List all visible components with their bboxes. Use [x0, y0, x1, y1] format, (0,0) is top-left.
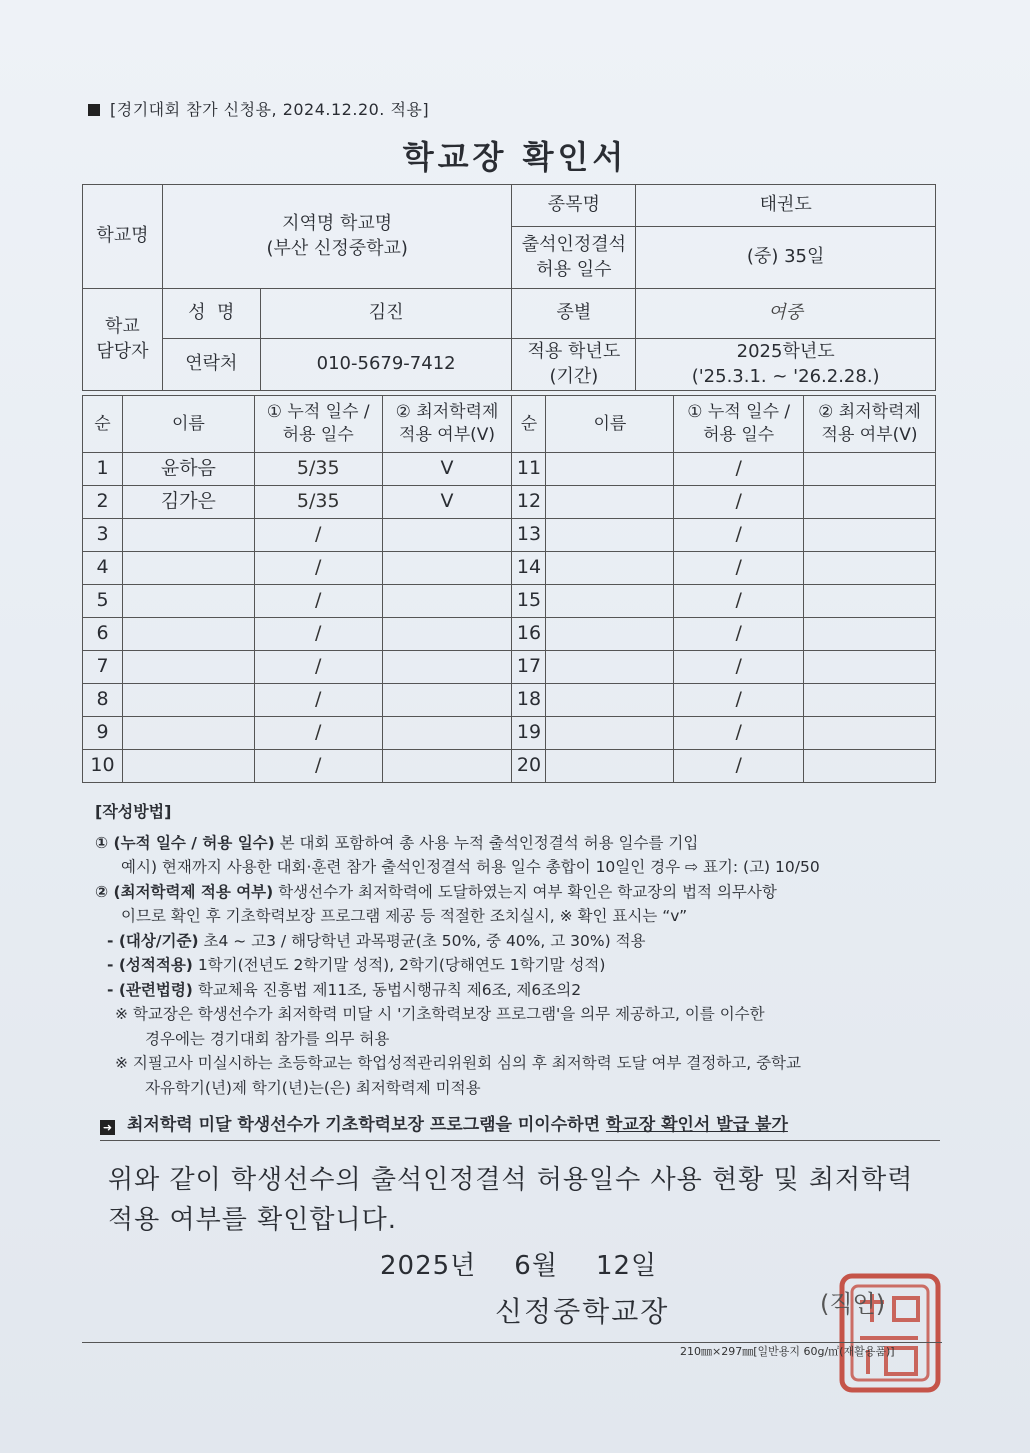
- contact-value: 010-5679-7412: [260, 339, 512, 391]
- cell-days: /: [254, 552, 382, 585]
- guide-heading: [작성방법]: [95, 802, 172, 821]
- cell-name: 김가은: [122, 486, 254, 519]
- writing-guide: [95, 800, 955, 1100]
- cell-check: [382, 750, 512, 783]
- allow-days-label: 출석인정결석 허용 일수: [512, 227, 636, 289]
- cell-days: /: [674, 453, 804, 486]
- warning-line: ➜ 최저학력 미달 학생선수가 기초학력보장 프로그램을 미이수하면 학교장 확인서 발급 불가: [100, 1110, 788, 1135]
- cell-no: 13: [512, 519, 546, 552]
- cell-days: /: [254, 684, 382, 717]
- cell-days: /: [674, 717, 804, 750]
- cell-name: [122, 651, 254, 684]
- guide-note-2-cont: 자유학기(년)제 학기(년)는(은) 최저학력제 미적용: [145, 1078, 481, 1097]
- cell-days: /: [254, 717, 382, 750]
- cell-check: [804, 519, 936, 552]
- table-row: [83, 552, 936, 585]
- cell-check: [804, 552, 936, 585]
- principal-title: 신정중학교장: [495, 1295, 670, 1328]
- cell-check: [382, 651, 512, 684]
- guide-note-2: ※ 지필고사 미실시하는 초등학교는 학업성적관리위원회 심의 후 최저학력 도달 여부 결정하고, 중학교: [115, 1054, 802, 1072]
- cell-days: /: [674, 486, 804, 519]
- guide-item-2-cont: 이므로 확인 후 기초학력보장 프로그램 제공 등 적절한 조치실시, ※ 확인 표시는 “v”: [121, 907, 688, 925]
- cell-days: /: [674, 684, 804, 717]
- cell-no: 9: [83, 717, 123, 750]
- cell-name: [122, 684, 254, 717]
- guide-item-1: ① (누적 일수 / 허용 일수) 본 대회 포함하여 총 사용 누적 출석인정결석 허용 일수를 기입: [95, 833, 699, 852]
- cell-name: [546, 750, 674, 783]
- cell-no: 4: [83, 552, 123, 585]
- col-min-header: ② 최저학력제 적용 여부(V): [382, 396, 512, 453]
- guide-note-1-cont: 경우에는 경기대회 참가를 의무 허용: [145, 1029, 390, 1048]
- cell-name: [546, 717, 674, 750]
- cell-check: [804, 717, 936, 750]
- cell-days: /: [254, 618, 382, 651]
- cell-days: /: [674, 519, 804, 552]
- cell-check: [804, 585, 936, 618]
- table-row: [83, 717, 936, 750]
- cell-name: [122, 585, 254, 618]
- cell-days: /: [674, 651, 804, 684]
- seal-label: (직인): [820, 1290, 886, 1318]
- cell-no: 16: [512, 618, 546, 651]
- cell-check: [382, 717, 512, 750]
- cell-days: /: [254, 519, 382, 552]
- cell-no: 10: [83, 750, 123, 783]
- guide-note-1: ※ 학교장은 학생선수가 최저학력 미달 시 '기초학력보장 프로그램'을 의무 제공하고, 이를 이수한: [115, 1005, 765, 1023]
- school-name: 지역명 학교명 (부산 신정중학교): [162, 185, 512, 289]
- col-no-header: 순: [512, 396, 546, 453]
- col-no-header: 순: [83, 396, 123, 453]
- category-label: 종별: [512, 289, 636, 339]
- table-row: [83, 453, 936, 486]
- cell-no: 6: [83, 618, 123, 651]
- guide-detail-1: - (대상/기준) 초4 ~ 고3 / 해당학년 과목평균(초 50%, 중 40%, 고 30%) 적용: [107, 931, 646, 950]
- col-days-header: ① 누적 일수 / 허용 일수: [674, 396, 804, 453]
- col-name-header: 이름: [546, 396, 674, 453]
- guide-item-2: ② (최저학력제 적용 여부) 학생선수가 최저학력에 도달하였는지 여부 확인은 학교장의 법적 의무사항: [95, 882, 777, 901]
- cell-days: /: [674, 618, 804, 651]
- cell-no: 1: [83, 453, 123, 486]
- confirmation-text: 위와 같이 학생선수의 출석인정결석 허용일수 사용 현황 및 최저학력 적용 여부를 확인합니다.: [108, 1165, 914, 1235]
- cell-days: 5/35: [254, 486, 382, 519]
- table-row: [83, 750, 936, 783]
- cell-name: [546, 519, 674, 552]
- cell-name: [122, 519, 254, 552]
- sport-value: 태권도: [636, 185, 936, 227]
- cell-check: [804, 684, 936, 717]
- cell-name: [546, 486, 674, 519]
- cell-no: 15: [512, 585, 546, 618]
- cell-check: [382, 519, 512, 552]
- contact-label: 연락처: [162, 339, 260, 391]
- cell-days: /: [254, 651, 382, 684]
- issue-date: 2025년 6월 12일: [380, 1251, 658, 1281]
- student-roster-table: [82, 395, 936, 783]
- cell-check: [804, 750, 936, 783]
- cell-no: 19: [512, 717, 546, 750]
- year-value: 2025학년도 ('25.3.1. ~ '26.2.28.): [636, 339, 936, 391]
- table-row: [83, 585, 936, 618]
- cell-name: [546, 585, 674, 618]
- cell-check: [804, 453, 936, 486]
- roster-header-row: [83, 396, 936, 453]
- cell-check: [382, 552, 512, 585]
- table-row: [83, 684, 936, 717]
- col-name-header: 이름: [122, 396, 254, 453]
- page-title: 학교장 확인서: [402, 138, 628, 176]
- square-bullet-icon: [88, 104, 100, 116]
- col-days-header: ① 누적 일수 / 허용 일수: [254, 396, 382, 453]
- form-usage-note: [경기대회 참가 신청용, 2024.12.20. 적용]: [88, 97, 429, 120]
- table-row: [83, 519, 936, 552]
- cell-days: /: [674, 585, 804, 618]
- cell-no: 12: [512, 486, 546, 519]
- divider: [100, 1140, 940, 1141]
- guide-example: 예시) 현재까지 사용한 대회·훈련 참가 출석인정결석 허용 일수 총합이 10일인 경우 ⇨ 표기: (고) 10/50: [121, 858, 820, 876]
- name-label: 성 명: [162, 289, 260, 339]
- year-label: 적용 학년도 (기간): [512, 339, 636, 391]
- cell-no: 17: [512, 651, 546, 684]
- cell-name: [546, 684, 674, 717]
- cell-no: 14: [512, 552, 546, 585]
- school-label: 학교명: [83, 185, 163, 289]
- arrow-box-icon: ➜: [100, 1120, 115, 1135]
- cell-days: /: [254, 585, 382, 618]
- guide-detail-2: - (성적적용) 1학기(전년도 2학기말 성적), 2학기(당해연도 1학기말 성적): [107, 956, 606, 974]
- paper-spec: 210㎜×297㎜[일반용지 60g/㎡(재활용품)]: [680, 1345, 895, 1358]
- cell-check: [804, 618, 936, 651]
- table-row: [83, 486, 936, 519]
- cell-no: 20: [512, 750, 546, 783]
- info-table: [82, 184, 936, 391]
- cell-no: 18: [512, 684, 546, 717]
- cell-check: [804, 651, 936, 684]
- guide-detail-3: - (관련법령) 학교체육 진흥법 제11조, 동법시행규칙 제6조, 제6조의2: [107, 980, 582, 999]
- cell-name: [122, 618, 254, 651]
- table-row: [83, 618, 936, 651]
- cell-no: 3: [83, 519, 123, 552]
- cell-name: [546, 552, 674, 585]
- cell-no: 11: [512, 453, 546, 486]
- cell-check: V: [382, 486, 512, 519]
- cell-name: [546, 651, 674, 684]
- cell-name: [122, 717, 254, 750]
- cell-name: [546, 618, 674, 651]
- cell-name: 윤하음: [122, 453, 254, 486]
- cell-name: [122, 750, 254, 783]
- allow-days-value: (중) 35일: [636, 227, 936, 289]
- sport-label: 종목명: [512, 185, 636, 227]
- cell-no: 5: [83, 585, 123, 618]
- cell-no: 2: [83, 486, 123, 519]
- cell-days: /: [674, 750, 804, 783]
- col-min-header: ② 최저학력제 적용 여부(V): [804, 396, 936, 453]
- cell-check: [804, 486, 936, 519]
- cell-days: 5/35: [254, 453, 382, 486]
- cell-check: [382, 618, 512, 651]
- cell-days: /: [674, 552, 804, 585]
- cell-check: V: [382, 453, 512, 486]
- cell-check: [382, 684, 512, 717]
- category-value: 여중: [636, 289, 936, 339]
- cell-name: [546, 453, 674, 486]
- staff-label: 학교 담당자: [83, 289, 163, 391]
- cell-name: [122, 552, 254, 585]
- name-value: 김진: [260, 289, 512, 339]
- cell-check: [382, 585, 512, 618]
- table-row: [83, 651, 936, 684]
- cell-no: 8: [83, 684, 123, 717]
- cell-days: /: [254, 750, 382, 783]
- cell-no: 7: [83, 651, 123, 684]
